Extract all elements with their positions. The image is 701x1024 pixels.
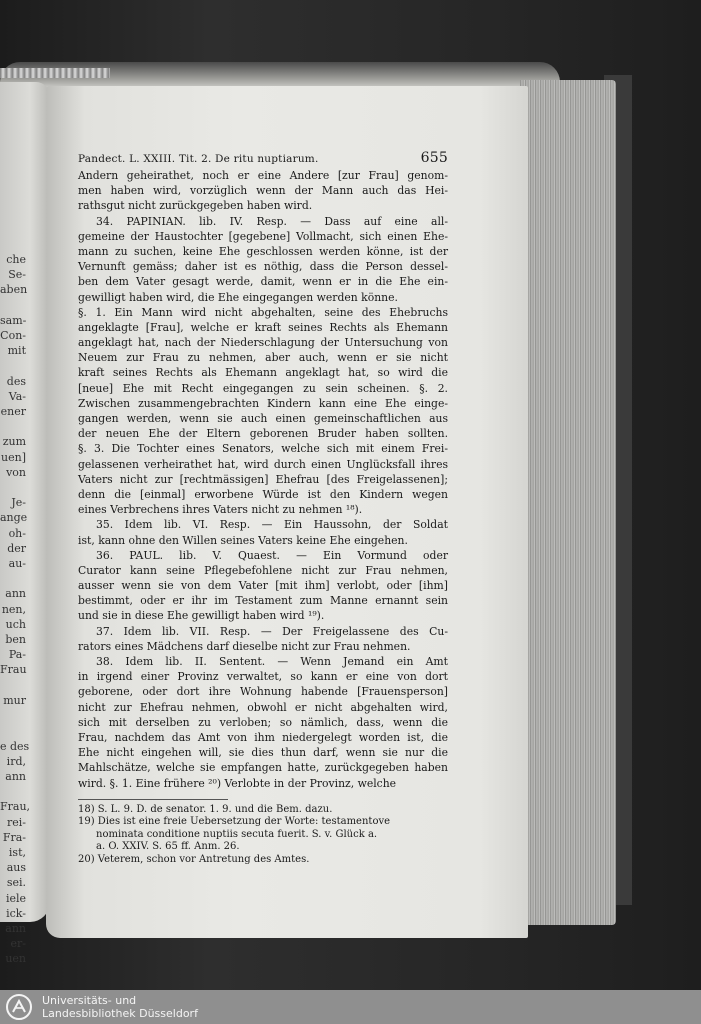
left-page-fragment: iele (5, 891, 26, 905)
left-page-fragment: aus (6, 861, 26, 875)
left-page-fragment: ann (5, 921, 26, 935)
left-page-fragment: ann (5, 769, 26, 783)
left-page-fragment (0, 571, 26, 586)
left-page-fragment: Frau, (0, 800, 31, 814)
running-head: Pandect. L. XXIII. Tit. 2. De ritu nuptiarum. (78, 153, 319, 165)
text-line: [neue] Ehe mit Recht eingegangen zu sein scheinen. §. 2. (78, 381, 448, 395)
text-line: rathsgut nicht zurückgegeben haben wird. (78, 199, 313, 213)
text-line: Vernunft gemäss; daher ist es nöthig, dass die Person dessel- (78, 260, 448, 274)
left-page-fragment: uch (5, 617, 26, 631)
left-page-fragment: Je- (11, 496, 26, 510)
left-page-fragment: mit (7, 344, 26, 358)
text-line: gemeine der Haustochter [gegebene] Vollmacht, sich einen Ehe- (78, 229, 448, 243)
text-line: gewilligt haben wird, die Ehe eingegangen werden könne. (78, 290, 398, 304)
left-page-fragment (0, 723, 26, 738)
left-page-text (0, 252, 31, 967)
page-text-block (78, 150, 448, 867)
library-footer-bar (0, 990, 701, 1024)
text-line: angeklagt hat, nach der Niederschlagung der Untersuchung von (78, 336, 448, 350)
left-page-fragment: er- (10, 937, 26, 951)
text-line: gelassenen verheirathet hat, wird durch einen Unglücksfall ihres (78, 457, 448, 471)
library-name-line1: Universitäts- und (42, 994, 137, 1007)
text-line: Curator kann seine Pflegebefohlene nicht zur Frau nehmen, (78, 563, 448, 577)
left-page-fragment: von (6, 465, 26, 479)
text-line: Andern geheirathet, noch er eine Andere [zur Frau] genom- (78, 169, 448, 182)
text-line: §. 1. Ein Mann wird nicht abgehalten, seine des Ehebruchs (78, 305, 448, 319)
body-text (78, 168, 448, 791)
left-page-fragment: ange (0, 511, 28, 525)
text-line: 35. Idem lib. VI. Resp. — Ein Haussohn, der Soldat (96, 518, 448, 532)
text-line: Ehe nicht eingehen will, sie dies thun darf, wenn sie nur die (78, 746, 448, 760)
footnote-line: a. O. XXIV. S. 65 ff. Anm. 26. (96, 841, 240, 853)
left-page-fragment: rei- (6, 815, 26, 829)
page-number: 655 (420, 150, 448, 166)
left-page-fragment: au- (8, 557, 26, 571)
left-page-fragment: mur (3, 693, 26, 707)
text-line: ist, kann ohne den Willen seines Vaters keine Ehe eingehen. (78, 533, 408, 547)
footnote-line: 19) Dies ist eine freie Uebersetzung der Worte: testamentove (78, 816, 391, 828)
text-line: ausser wenn sie von dem Vater [mit ihm] verlobt, oder [ihm] (78, 579, 448, 593)
text-line: nicht zur Ehefrau nehmen, obwohl er nicht abgehalten wird, (78, 700, 448, 714)
left-page-fragment: sei. (6, 876, 26, 890)
text-line: angeklagte [Frau], welche er kraft seines Rechts als Ehemann (78, 320, 448, 334)
text-line: kraft seines Rechts als Ehemann angeklagt hat, so wird die (78, 366, 448, 380)
text-line: ben dem Vater gesagt werde, damit, wenn er in die Ehe ein- (78, 275, 448, 289)
left-page-fragment (0, 480, 26, 495)
text-line: Frau, nachdem das Amt von ihm niedergelegt worden ist, die (78, 730, 448, 744)
left-page-fragment: Fra- (2, 830, 26, 844)
left-page-fragment: ird, (6, 754, 26, 768)
text-line: in irgend einer Provinz verwaltet, so kann er eine von dort (78, 670, 448, 684)
text-line: wird. §. 1. Eine frühere ²⁰) Verlobte in der Provinz, welche (78, 776, 397, 790)
text-line: men haben wird, vorzüglich wenn der Mann auch das Hei- (78, 184, 448, 198)
left-page-fragment: che (6, 253, 26, 266)
left-page-fragment: uen] (1, 450, 26, 464)
text-line: 34. PAPINIAN. lib. IV. Resp. — Dass auf eine all- (96, 214, 448, 228)
left-page-fragment (0, 708, 26, 723)
footnote-line: 20) Veterem, schon vor Antretung des Amtes. (78, 854, 310, 866)
text-line: der neuen Ehe der Eltern geborenen Bruder haben sollten. (78, 427, 448, 441)
library-logo-icon (6, 994, 32, 1020)
left-page-fragment: aben (0, 283, 28, 297)
left-page-fragment: zum (2, 435, 26, 449)
left-page-fragment: nen, (1, 602, 26, 616)
left-page-fragment (0, 419, 26, 434)
left-page-fragment: der (7, 541, 26, 555)
text-line: gangen werden, wenn sie auch einen gemeinschaftlichen aus (78, 412, 448, 425)
text-line: §. 3. Die Tochter eines Senators, welche sich mit einem Frei- (78, 442, 448, 456)
left-page-fragment: Se- (8, 268, 26, 282)
text-line: Vaters nicht zur [rechtmässigen] Ehefrau [des Freigelassenen]; (78, 472, 448, 486)
text-line: sich mit derselben zu verloben; so nämlich, dass, wenn die (78, 715, 448, 729)
left-page-fragment (0, 678, 26, 693)
left-page-fragment (0, 784, 26, 799)
text-line: bestimmt, oder er ihr im Testament zum Manne ernannt sein (78, 594, 448, 608)
left-page-fragment: Frau (0, 663, 27, 677)
left-page-fragment: ick- (6, 906, 26, 920)
text-line: 38. Idem lib. II. Sentent. — Wenn Jemand ein Amt (96, 655, 448, 668)
library-name (42, 994, 198, 1020)
left-page-fragment: ist, (8, 845, 26, 859)
text-line: Zwischen zusammengebrachten Kindern kann eine Ehe einge- (78, 396, 448, 410)
footnote-line: nominata conditione nuptiis secuta fuerit. S. v. Glück a. (96, 828, 378, 840)
left-page-fragment: ann (5, 587, 26, 601)
left-page-fragment: sam- (0, 313, 27, 327)
left-page-fragment: ben (5, 633, 26, 647)
text-line: rators eines Mädchens darf dieselbe nicht zur Frau nehmen. (78, 639, 411, 653)
left-page-fragment: Pa- (8, 648, 26, 662)
left-page-fragment: e des (0, 739, 30, 753)
left-page-fragment (0, 358, 26, 373)
text-line: und sie in diese Ehe gewilligt haben wird ¹⁹). (78, 609, 325, 623)
left-page-fragment: uen (5, 952, 26, 966)
left-page-fragment: oh- (8, 526, 26, 540)
text-line: denn die [einmal] erworbene Würde ist den Kindern wegen (78, 487, 448, 501)
left-page-fragment: Va- (8, 389, 26, 403)
footnotes (78, 804, 448, 867)
text-line: 37. Idem lib. VII. Resp. — Der Freigelassene des Cu- (96, 624, 448, 638)
text-line: Neuem zur Frau zu nehmen, aber auch, wenn er sie nicht (78, 351, 448, 365)
library-name-line2: Landesbibliothek Düsseldorf (42, 1007, 198, 1020)
text-line: Mahlschätze, welche sie empfangen hatte, zurückgegeben haben (78, 761, 448, 775)
left-page-fragment: Con- (0, 329, 26, 343)
left-page-fragment: ener (0, 405, 26, 419)
footnote-line: 18) S. L. 9. D. de senator. 1. 9. und die Bem. dazu. (78, 803, 333, 815)
footnote-rule (78, 799, 228, 800)
text-line: mann zu suchen, keine Ehe geschlossen werden könne, ist der (78, 244, 448, 258)
book-headband (0, 68, 110, 78)
text-line: eines Verbrechens ihres Vaters nicht zu nehmen ¹⁸). (78, 503, 363, 517)
page-header (78, 150, 448, 168)
left-page-fragment (0, 298, 26, 313)
page-block-edges (520, 80, 616, 925)
left-page (0, 82, 50, 966)
text-line: 36. PAUL. lib. V. Quaest. — Ein Vormund oder (96, 548, 448, 562)
left-page-fragment: des (6, 374, 26, 388)
text-line: geborene, oder dort ihre Wohnung habende [Frauensperson] (78, 685, 448, 699)
